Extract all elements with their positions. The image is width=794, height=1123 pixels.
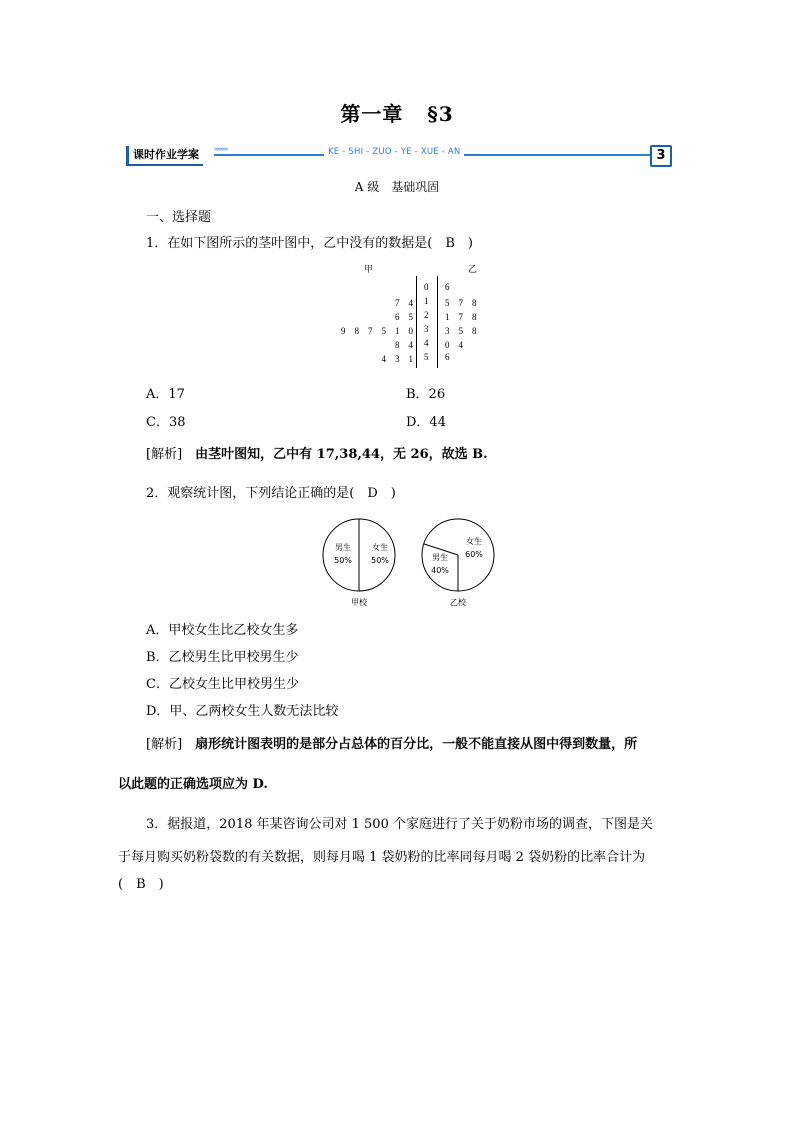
lesson-banner <box>126 140 672 170</box>
stem-row-stem: 4 <box>424 338 429 348</box>
stem-row-left: 4 3 1 <box>381 354 413 364</box>
analysis-text: 扇形统计图表明的是部分占总体的百分比，一般不能直接从图中得到数量，所 <box>182 737 638 752</box>
q1-stem: 1．在如下图所示的茎叶图中，乙中没有的数据是( B ) <box>146 236 473 251</box>
q1-analysis <box>146 443 488 462</box>
page-title <box>0 98 794 127</box>
stem-divider-left <box>416 276 417 368</box>
pie-jia-girl-label: 女生 50% <box>371 543 389 565</box>
stem-left-label: 甲 <box>364 264 374 274</box>
q3-line-2: 于每月购买奶粉袋数的有关数据，则每月喝 1 袋奶粉的比率同每月喝 2 袋奶粉的比率合计为 <box>118 850 646 865</box>
stem-row-right: 6 <box>445 352 450 362</box>
q2-option-b: B．乙校男生比甲校男生少 <box>146 650 299 665</box>
q3-line-1: 3．据报道，2018 年某咨询公司对 1 500 个家庭进行了关于奶粉市场的调查，下图是关 <box>146 817 653 832</box>
stem-row-stem: 1 <box>424 296 429 306</box>
stem-row-stem: 5 <box>424 352 429 362</box>
stem-row-left: 8 4 <box>394 340 413 350</box>
banner-arrows-icon: >>>>> <box>214 146 228 153</box>
analysis-text: 由茎叶图知，乙中有 17,38,44，无 26，故选 B. <box>182 447 488 462</box>
stem-row-right: 0 4 <box>445 340 464 350</box>
stem-row-stem: 0 <box>424 282 429 292</box>
stem-row-left: 6 5 <box>394 312 413 322</box>
stem-row-left: 7 4 <box>394 298 413 308</box>
pie-jia-caption: 甲校 <box>351 598 367 607</box>
stem-right-label: 乙 <box>468 264 478 274</box>
pie-charts <box>322 517 502 612</box>
stem-row-stem: 3 <box>424 324 429 334</box>
q1-option-d: D．44 <box>406 415 446 430</box>
q2-option-d: D．甲、乙两校女生人数无法比较 <box>146 704 339 719</box>
q1-option-c: C．38 <box>146 415 186 430</box>
q1-option-b: B．26 <box>406 387 446 402</box>
q2-option-c: C．乙校女生比甲校男生少 <box>146 677 299 692</box>
part-heading: 一、选择题 <box>146 210 212 225</box>
analysis-tag: [解析] <box>146 447 183 462</box>
stem-row-right: 6 <box>445 282 450 292</box>
stem-divider-right <box>437 276 438 368</box>
q2-stem: 2．观察统计图，下列结论正确的是( D ) <box>146 486 396 501</box>
pie-yi-boy-label: 男生 40% <box>431 553 449 575</box>
analysis-tag: [解析] <box>146 737 183 752</box>
stem-row-stem: 2 <box>424 310 429 320</box>
q2-analysis <box>146 733 637 752</box>
q2-option-a: A．甲校女生比乙校女生多 <box>146 623 299 638</box>
stem-row-right: 3 5 8 <box>445 326 477 336</box>
banner-label: 课时作业学案 <box>126 146 203 166</box>
q3-line-3: ( B ) <box>118 877 164 892</box>
q1-option-a: A．17 <box>146 387 185 402</box>
pie-yi-caption: 乙校 <box>450 598 466 607</box>
section-title: §3 <box>427 102 454 126</box>
q2-analysis-cont: 以此题的正确选项应为 D. <box>118 777 268 792</box>
level-heading: A 级 基础巩固 <box>354 180 440 194</box>
pie-jia-boy-label: 男生 50% <box>334 543 352 565</box>
stem-row-right: 5 7 8 <box>445 298 477 308</box>
banner-number: 3 <box>650 145 672 167</box>
chapter-title: 第一章 <box>340 102 404 126</box>
banner-pinyin: KE - SHI - ZUO - YE - XUE - AN <box>324 147 464 157</box>
stem-row-right: 1 7 8 <box>445 312 477 322</box>
pie-yi-girl-label: 女生 60% <box>465 537 483 559</box>
stem-row-left: 9 8 7 5 1 0 <box>340 326 413 336</box>
stem-leaf-plot <box>320 262 520 372</box>
